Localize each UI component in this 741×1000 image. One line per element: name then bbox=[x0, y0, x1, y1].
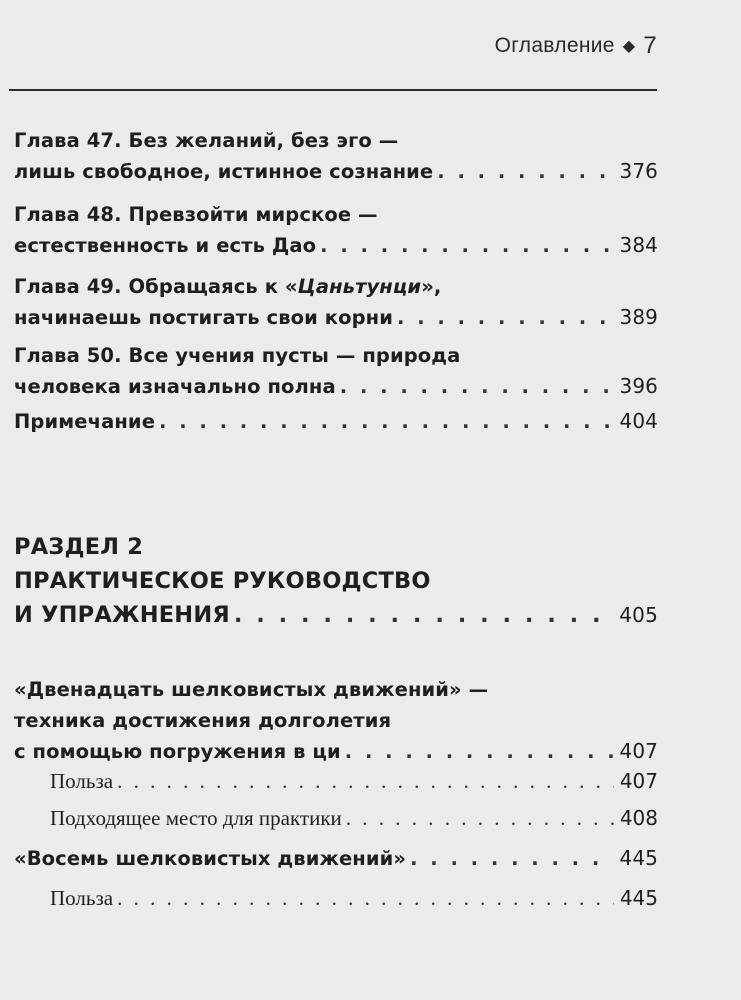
header-rule bbox=[9, 89, 657, 91]
toc-leader-line bbox=[50, 766, 658, 797]
toc-page-number: 376 bbox=[619, 159, 658, 183]
toc-subentry-title: Подходящее место для практики bbox=[50, 806, 342, 830]
toc-entry-title-line: Глава 50. Все учения пусты — природа bbox=[14, 344, 461, 367]
toc-page-number: 405 bbox=[619, 603, 658, 627]
toc-page-number: 445 bbox=[619, 886, 658, 910]
toc-page-number: 407 bbox=[619, 769, 658, 793]
dot-leader bbox=[437, 156, 613, 187]
toc-entry-note[interactable] bbox=[14, 406, 658, 437]
toc-entry-title-line: «Двенадцать шелковистых движений» — bbox=[14, 678, 489, 701]
toc-leader-line bbox=[14, 598, 658, 632]
toc-entry-chapter-49[interactable] bbox=[14, 271, 658, 333]
toc-entry-title-line: Глава 47. Без желаний, без эго — bbox=[14, 129, 399, 152]
toc-page-number: 384 bbox=[619, 233, 658, 257]
toc-entry-chapter-48[interactable] bbox=[14, 199, 658, 261]
toc-subentry-benefit[interactable] bbox=[14, 883, 658, 914]
toc-entry-title-line: человека изначально полна bbox=[14, 375, 336, 398]
dot-leader bbox=[234, 598, 613, 632]
toc-entry-title-line: Глава 48. Превзойти мирское — bbox=[14, 203, 378, 226]
toc-entry-title-line: лишь свободное, истинное сознание bbox=[14, 160, 434, 183]
dot-leader bbox=[410, 843, 613, 874]
toc-page-number: 445 bbox=[619, 846, 658, 870]
running-header bbox=[495, 32, 657, 60]
toc-page-number: 389 bbox=[619, 305, 658, 329]
dot-leader bbox=[159, 406, 614, 437]
toc-subentry-title: Польза bbox=[50, 886, 114, 910]
toc-leader-line bbox=[14, 406, 658, 437]
toc-title-suffix: », bbox=[421, 275, 442, 298]
toc-subentry-benefit[interactable] bbox=[14, 766, 658, 797]
toc-entry-title-line bbox=[14, 271, 658, 302]
toc-entry-title-line: Примечание bbox=[14, 410, 156, 433]
toc-leader-line bbox=[14, 230, 658, 261]
toc-page-number: 396 bbox=[619, 374, 658, 398]
toc-leader-line bbox=[14, 843, 658, 874]
toc-entry-title-line: с помощью погружения в ци bbox=[14, 740, 341, 763]
toc-entry-chapter-50[interactable] bbox=[14, 340, 658, 402]
toc-entry-title-line: начинаешь постигать свои корни bbox=[14, 306, 394, 329]
toc-page-number: 407 bbox=[619, 739, 658, 763]
toc-page-number: 408 bbox=[619, 806, 658, 830]
toc-leader-line bbox=[50, 883, 658, 914]
toc-section-title-line: ПРАКТИЧЕСКОЕ РУКОВОДСТВО bbox=[14, 568, 431, 594]
dot-leader bbox=[345, 736, 614, 767]
toc-leader-line bbox=[14, 736, 658, 767]
dot-leader bbox=[320, 230, 613, 261]
toc-entry-title-line: техника достижения долголетия bbox=[14, 709, 392, 732]
toc-subentry-title: Польза bbox=[50, 769, 114, 793]
dot-leader bbox=[117, 766, 614, 797]
toc-entry-title-line: естественность и есть Дао bbox=[14, 234, 317, 257]
toc-entry-eight-movements[interactable] bbox=[14, 843, 658, 874]
toc-entry-twelve-movements[interactable] bbox=[14, 674, 658, 767]
toc-title-prefix: Глава 49. Обращаясь к « bbox=[14, 275, 298, 298]
dot-leader bbox=[340, 371, 614, 402]
toc-entry-chapter-47[interactable] bbox=[14, 125, 658, 187]
dot-leader bbox=[117, 883, 614, 914]
diamond-ornament-icon: ◆ bbox=[622, 38, 636, 55]
toc-leader-line bbox=[14, 156, 658, 187]
toc-page-number: 404 bbox=[619, 409, 658, 433]
dot-leader bbox=[397, 302, 614, 333]
toc-subentry-practice-place[interactable] bbox=[14, 803, 658, 834]
toc-entry-section-2[interactable] bbox=[14, 530, 658, 632]
toc-section-title-line: И УПРАЖНЕНИЯ bbox=[14, 602, 230, 628]
dot-leader bbox=[346, 803, 614, 834]
toc-entry-title-line: «Восемь шелковистых движений» bbox=[14, 847, 407, 870]
page-number: 7 bbox=[643, 32, 657, 59]
toc-title-italic-term: Цаньтунци bbox=[297, 275, 422, 298]
toc-leader-line bbox=[50, 803, 658, 834]
toc-section-title-line: РАЗДЕЛ 2 bbox=[14, 534, 144, 560]
toc-leader-line bbox=[14, 371, 658, 402]
toc-leader-line bbox=[14, 302, 658, 333]
running-header-title: Оглавление bbox=[494, 34, 615, 57]
